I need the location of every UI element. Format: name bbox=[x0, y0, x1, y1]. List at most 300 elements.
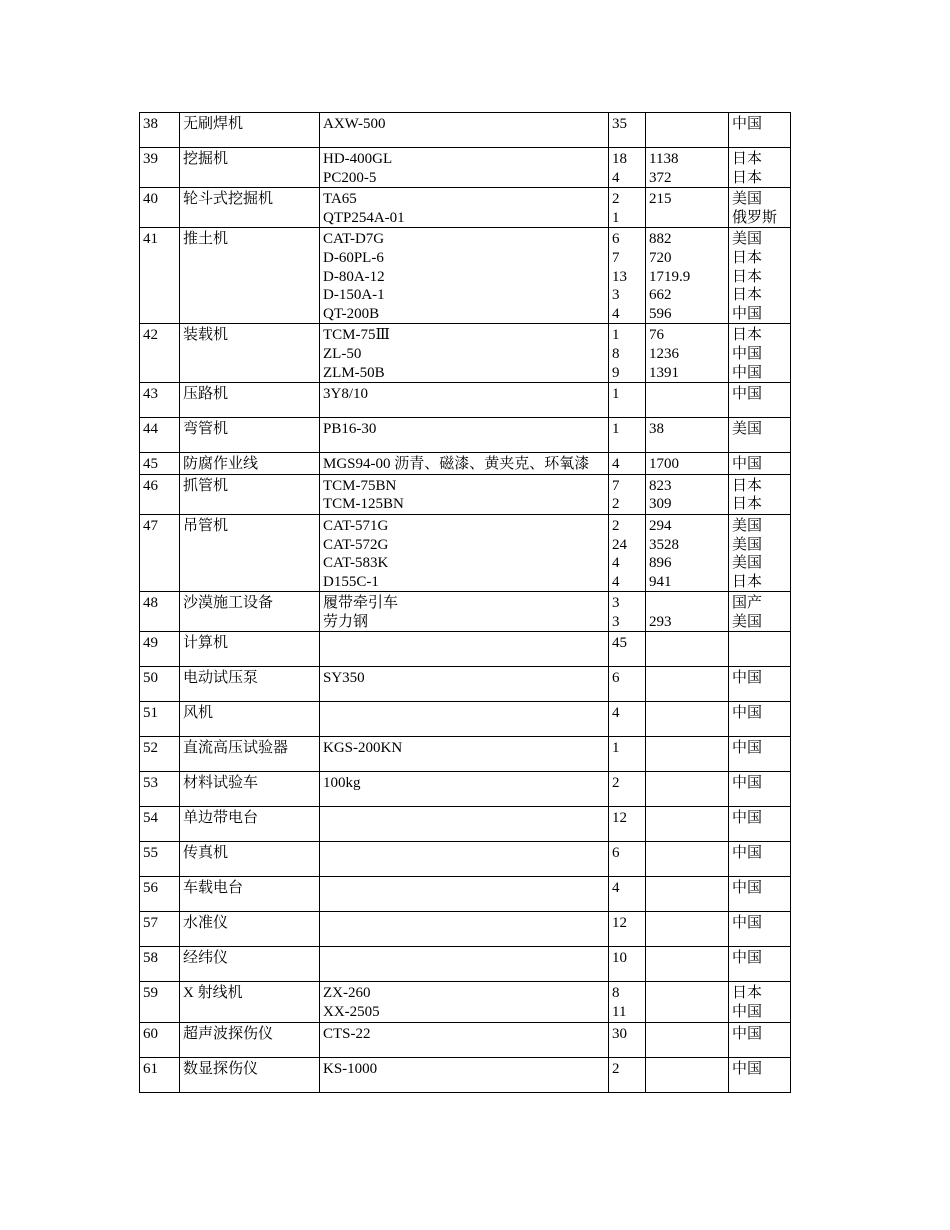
origin-cell-line: 中国 bbox=[732, 880, 763, 897]
row-number-cell: 47 bbox=[140, 514, 180, 591]
power-cell-line: 1719.9 bbox=[649, 268, 691, 285]
model-cell-line: KGS-200KN bbox=[323, 740, 403, 757]
origin-cell-line: 中国 bbox=[732, 364, 763, 381]
row-number-cell: 42 bbox=[140, 324, 180, 383]
model-cell-line: AXW-500 bbox=[323, 116, 386, 132]
model-cell-line: 100kg bbox=[323, 775, 361, 792]
row-number-cell: 50 bbox=[140, 667, 180, 702]
quantity-cell bbox=[609, 842, 646, 877]
equipment-name-cell: 压路机 bbox=[180, 383, 320, 418]
origin-cell-line bbox=[732, 634, 787, 653]
equipment-name-cell: 水准仪 bbox=[180, 912, 320, 947]
model-cell-line: CAT-572G bbox=[323, 536, 389, 553]
model-cell-line: D-80A-12 bbox=[323, 268, 385, 285]
model-cell-line: 履带牵引车 bbox=[323, 595, 399, 612]
quantity-cell bbox=[609, 772, 646, 807]
origin-cell bbox=[729, 592, 791, 632]
power-cell-line: 1700 bbox=[649, 456, 679, 473]
model-cell-line bbox=[323, 809, 605, 828]
model-cell-line: CAT-571G bbox=[323, 517, 389, 534]
origin-cell-line: 中国 bbox=[732, 810, 763, 827]
row-number-cell: 46 bbox=[140, 474, 180, 514]
quantity-cell-line: 1 bbox=[612, 421, 620, 438]
model-cell-line: XX-2505 bbox=[323, 1004, 380, 1021]
origin-cell-line: 中国 bbox=[732, 456, 763, 473]
table-row bbox=[140, 632, 791, 667]
power-cell bbox=[646, 667, 729, 702]
table-row bbox=[140, 418, 791, 453]
power-cell bbox=[646, 324, 729, 383]
table-row bbox=[140, 228, 791, 324]
origin-cell-line: 日本 bbox=[732, 496, 763, 513]
row-number-cell: 45 bbox=[140, 453, 180, 475]
origin-cell-line: 日本 bbox=[732, 151, 763, 167]
equipment-name-cell: 挖掘机 bbox=[180, 148, 320, 188]
model-cell-line: ZL-50 bbox=[323, 345, 362, 362]
power-cell bbox=[646, 188, 729, 228]
power-cell bbox=[646, 877, 729, 912]
power-cell bbox=[646, 947, 729, 982]
quantity-cell-line: 4 bbox=[612, 573, 620, 590]
row-number-cell: 56 bbox=[140, 877, 180, 912]
quantity-cell bbox=[609, 324, 646, 383]
origin-cell-line: 中国 bbox=[732, 1025, 763, 1042]
quantity-cell-line: 3 bbox=[612, 613, 620, 630]
power-cell-line bbox=[649, 1025, 725, 1044]
equipment-name-cell: 沙漠施工设备 bbox=[180, 592, 320, 632]
model-cell bbox=[320, 632, 609, 667]
power-cell-line: 662 bbox=[649, 287, 672, 304]
origin-cell-line: 美国 bbox=[732, 191, 763, 208]
origin-cell-line: 美国 bbox=[732, 231, 763, 248]
equipment-name-cell: 材料试验车 bbox=[180, 772, 320, 807]
equipment-name-cell: 数显探伤仪 bbox=[180, 1057, 320, 1092]
origin-cell bbox=[729, 324, 791, 383]
model-cell bbox=[320, 592, 609, 632]
power-cell-line bbox=[649, 914, 725, 933]
row-number-cell: 40 bbox=[140, 188, 180, 228]
origin-cell bbox=[729, 188, 791, 228]
quantity-cell-line: 2 bbox=[612, 517, 620, 534]
power-cell bbox=[646, 912, 729, 947]
model-cell-line: D-150A-1 bbox=[323, 287, 385, 304]
model-cell bbox=[320, 702, 609, 737]
model-cell bbox=[320, 912, 609, 947]
origin-cell-line: 中国 bbox=[732, 740, 763, 757]
origin-cell-line: 美国 bbox=[732, 536, 763, 553]
table-row bbox=[140, 842, 791, 877]
table-row bbox=[140, 188, 791, 228]
power-cell bbox=[646, 772, 729, 807]
model-cell bbox=[320, 228, 609, 324]
quantity-cell-line: 8 bbox=[612, 985, 620, 1002]
quantity-cell-line: 7 bbox=[612, 477, 620, 494]
origin-cell-line: 中国 bbox=[732, 1060, 763, 1077]
origin-cell-line: 中国 bbox=[732, 915, 763, 932]
table-row bbox=[140, 148, 791, 188]
quantity-cell bbox=[609, 807, 646, 842]
quantity-cell bbox=[609, 912, 646, 947]
model-cell-line: TCM-125BN bbox=[323, 496, 404, 513]
table-row bbox=[140, 383, 791, 418]
quantity-cell-line: 7 bbox=[612, 249, 620, 266]
quantity-cell bbox=[609, 982, 646, 1022]
power-cell bbox=[646, 632, 729, 667]
row-number-cell: 60 bbox=[140, 1022, 180, 1057]
table-row bbox=[140, 982, 791, 1022]
power-cell-line: 3528 bbox=[649, 536, 679, 553]
power-cell-line bbox=[649, 669, 725, 688]
origin-cell-line: 中国 bbox=[732, 775, 763, 792]
power-cell-line bbox=[649, 209, 725, 228]
power-cell bbox=[646, 514, 729, 591]
quantity-cell bbox=[609, 632, 646, 667]
origin-cell bbox=[729, 912, 791, 947]
quantity-cell bbox=[609, 947, 646, 982]
power-cell-line bbox=[649, 809, 725, 828]
model-cell-line: PC200-5 bbox=[323, 169, 377, 186]
equipment-name-cell: 轮斗式挖掘机 bbox=[180, 188, 320, 228]
equipment-name-cell: 车载电台 bbox=[180, 877, 320, 912]
row-number-cell: 61 bbox=[140, 1057, 180, 1092]
equipment-name-cell: 风机 bbox=[180, 702, 320, 737]
quantity-cell bbox=[609, 1022, 646, 1057]
equipment-name-cell: 推土机 bbox=[180, 228, 320, 324]
power-cell-line: 882 bbox=[649, 231, 672, 248]
quantity-cell-line: 12 bbox=[612, 810, 627, 827]
table-body bbox=[140, 113, 791, 1093]
row-number-cell: 49 bbox=[140, 632, 180, 667]
equipment-name-cell: 抓管机 bbox=[180, 474, 320, 514]
table-row bbox=[140, 474, 791, 514]
origin-cell-line: 日本 bbox=[732, 287, 763, 304]
quantity-cell-line: 1 bbox=[612, 209, 620, 226]
power-cell bbox=[646, 1057, 729, 1092]
power-cell-line: 596 bbox=[649, 305, 672, 322]
row-number-cell: 58 bbox=[140, 947, 180, 982]
power-cell-line bbox=[649, 739, 725, 758]
model-cell-line bbox=[323, 879, 605, 898]
equipment-name-cell: 单边带电台 bbox=[180, 807, 320, 842]
quantity-cell-line: 24 bbox=[612, 536, 627, 553]
model-cell bbox=[320, 982, 609, 1022]
table-row bbox=[140, 1057, 791, 1092]
quantity-cell-line: 4 bbox=[612, 555, 620, 572]
model-cell-line: PB16-30 bbox=[323, 421, 377, 438]
power-cell-line: 215 bbox=[649, 191, 672, 208]
origin-cell bbox=[729, 807, 791, 842]
quantity-cell bbox=[609, 383, 646, 418]
power-cell-line bbox=[649, 1060, 725, 1079]
model-cell bbox=[320, 807, 609, 842]
table-row bbox=[140, 453, 791, 475]
quantity-cell-line: 3 bbox=[612, 595, 620, 612]
table-row bbox=[140, 667, 791, 702]
quantity-cell-line: 4 bbox=[612, 305, 620, 322]
origin-cell-line: 日本 bbox=[732, 477, 763, 494]
origin-cell-line: 国产 bbox=[732, 595, 763, 612]
model-cell-line: ZX-260 bbox=[323, 985, 371, 1002]
model-cell-line: D155C-1 bbox=[323, 573, 379, 590]
model-cell-line: MGS94-00 沥青、磁漆、黄夹克、环氧漆 bbox=[323, 456, 590, 473]
quantity-cell-line: 2 bbox=[612, 1060, 620, 1077]
model-cell-line: HD-400GL bbox=[323, 151, 393, 167]
table-row bbox=[140, 1022, 791, 1057]
origin-cell-line: 日本 bbox=[732, 268, 763, 285]
power-cell-line: 372 bbox=[649, 169, 672, 186]
model-cell-line: CAT-583K bbox=[323, 555, 389, 572]
table-row bbox=[140, 912, 791, 947]
origin-cell bbox=[729, 514, 791, 591]
origin-cell bbox=[729, 383, 791, 418]
quantity-cell bbox=[609, 474, 646, 514]
equipment-name-cell: 超声波探伤仪 bbox=[180, 1022, 320, 1057]
origin-cell bbox=[729, 113, 791, 148]
power-cell-line bbox=[649, 594, 725, 613]
model-cell bbox=[320, 418, 609, 453]
quantity-cell-line: 6 bbox=[612, 231, 620, 248]
quantity-cell bbox=[609, 418, 646, 453]
origin-cell bbox=[729, 737, 791, 772]
quantity-cell-line: 11 bbox=[612, 1004, 627, 1021]
power-cell bbox=[646, 474, 729, 514]
table-row bbox=[140, 772, 791, 807]
origin-cell bbox=[729, 1057, 791, 1092]
quantity-cell-line: 35 bbox=[612, 116, 627, 132]
power-cell-line bbox=[649, 1003, 725, 1022]
model-cell bbox=[320, 324, 609, 383]
equipment-name-cell: 电动试压泵 bbox=[180, 667, 320, 702]
row-number-cell: 52 bbox=[140, 737, 180, 772]
row-number-cell: 51 bbox=[140, 702, 180, 737]
model-cell-line bbox=[323, 914, 605, 933]
power-cell-line: 309 bbox=[649, 496, 672, 513]
equipment-name-cell: 弯管机 bbox=[180, 418, 320, 453]
quantity-cell bbox=[609, 514, 646, 591]
origin-cell bbox=[729, 474, 791, 514]
equipment-name-cell: 计算机 bbox=[180, 632, 320, 667]
model-cell-line bbox=[323, 844, 605, 863]
table-row bbox=[140, 947, 791, 982]
row-number-cell: 54 bbox=[140, 807, 180, 842]
origin-cell-line: 中国 bbox=[732, 1004, 763, 1021]
row-number-cell: 55 bbox=[140, 842, 180, 877]
quantity-cell bbox=[609, 737, 646, 772]
model-cell-line: TCM-75Ⅲ bbox=[323, 327, 390, 344]
quantity-cell bbox=[609, 702, 646, 737]
origin-cell-line: 中国 bbox=[732, 116, 763, 132]
quantity-cell-line: 4 bbox=[612, 880, 620, 897]
table-row bbox=[140, 877, 791, 912]
quantity-cell-line: 9 bbox=[612, 364, 620, 381]
power-cell-line bbox=[649, 385, 725, 404]
origin-cell-line: 俄罗斯 bbox=[732, 209, 778, 226]
power-cell bbox=[646, 148, 729, 188]
origin-cell bbox=[729, 842, 791, 877]
quantity-cell-line: 6 bbox=[612, 670, 620, 687]
origin-cell-line: 中国 bbox=[732, 670, 763, 687]
power-cell-line: 76 bbox=[649, 327, 664, 344]
equipment-table bbox=[139, 112, 791, 1093]
model-cell bbox=[320, 1057, 609, 1092]
quantity-cell bbox=[609, 592, 646, 632]
power-cell-line bbox=[649, 115, 725, 134]
quantity-cell bbox=[609, 228, 646, 324]
power-cell bbox=[646, 807, 729, 842]
origin-cell bbox=[729, 702, 791, 737]
model-cell bbox=[320, 667, 609, 702]
power-cell-line: 38 bbox=[649, 421, 664, 438]
quantity-cell bbox=[609, 1057, 646, 1092]
origin-cell-line: 日本 bbox=[732, 327, 763, 344]
origin-cell-line: 美国 bbox=[732, 421, 763, 438]
row-number-cell: 38 bbox=[140, 113, 180, 148]
power-cell-line bbox=[649, 879, 725, 898]
power-cell bbox=[646, 383, 729, 418]
power-cell-line bbox=[649, 774, 725, 793]
power-cell bbox=[646, 737, 729, 772]
origin-cell bbox=[729, 667, 791, 702]
model-cell-line bbox=[323, 634, 605, 653]
quantity-cell bbox=[609, 667, 646, 702]
quantity-cell-line: 13 bbox=[612, 268, 627, 285]
origin-cell-line: 美国 bbox=[732, 613, 763, 630]
model-cell-line: QTP254A-01 bbox=[323, 209, 405, 226]
quantity-cell-line: 3 bbox=[612, 287, 620, 304]
power-cell bbox=[646, 842, 729, 877]
row-number-cell: 41 bbox=[140, 228, 180, 324]
origin-cell bbox=[729, 418, 791, 453]
origin-cell bbox=[729, 632, 791, 667]
quantity-cell-line: 1 bbox=[612, 740, 620, 757]
power-cell bbox=[646, 453, 729, 475]
power-cell-line bbox=[649, 984, 725, 1003]
power-cell-line: 823 bbox=[649, 477, 672, 494]
model-cell bbox=[320, 188, 609, 228]
power-cell bbox=[646, 228, 729, 324]
quantity-cell-line: 12 bbox=[612, 915, 627, 932]
table-row bbox=[140, 324, 791, 383]
power-cell-line: 1391 bbox=[649, 364, 679, 381]
quantity-cell-line: 8 bbox=[612, 345, 620, 362]
power-cell bbox=[646, 418, 729, 453]
model-cell-line: KS-1000 bbox=[323, 1060, 378, 1077]
quantity-cell-line: 1 bbox=[612, 327, 620, 344]
model-cell bbox=[320, 113, 609, 148]
origin-cell-line: 日本 bbox=[732, 985, 763, 1002]
origin-cell-line: 中国 bbox=[732, 345, 763, 362]
model-cell-line bbox=[323, 949, 605, 968]
power-cell-line: 294 bbox=[649, 517, 672, 534]
power-cell-line: 720 bbox=[649, 249, 672, 266]
table-row bbox=[140, 807, 791, 842]
model-cell bbox=[320, 453, 609, 475]
origin-cell-line: 美国 bbox=[732, 517, 763, 534]
origin-cell-line: 日本 bbox=[732, 169, 763, 186]
power-cell-line: 896 bbox=[649, 555, 672, 572]
origin-cell-line: 美国 bbox=[732, 555, 763, 572]
quantity-cell-line: 4 bbox=[612, 456, 620, 473]
power-cell bbox=[646, 702, 729, 737]
model-cell-line: TCM-75BN bbox=[323, 477, 397, 494]
model-cell-line: SY350 bbox=[323, 670, 365, 687]
quantity-cell bbox=[609, 453, 646, 475]
origin-cell bbox=[729, 228, 791, 324]
quantity-cell-line: 4 bbox=[612, 705, 620, 722]
quantity-cell-line: 10 bbox=[612, 950, 627, 967]
origin-cell-line: 中国 bbox=[732, 305, 763, 322]
power-cell-line: 293 bbox=[649, 613, 672, 630]
power-cell bbox=[646, 113, 729, 148]
power-cell-line bbox=[649, 949, 725, 968]
power-cell-line bbox=[649, 844, 725, 863]
table-row bbox=[140, 113, 791, 148]
origin-cell-line: 中国 bbox=[732, 705, 763, 722]
power-cell-line bbox=[649, 704, 725, 723]
model-cell bbox=[320, 947, 609, 982]
model-cell-line: 3Y8/10 bbox=[323, 386, 368, 403]
model-cell-line: 劳力钢 bbox=[323, 613, 369, 630]
quantity-cell-line: 6 bbox=[612, 845, 620, 862]
model-cell bbox=[320, 1022, 609, 1057]
power-cell-line: 1236 bbox=[649, 345, 679, 362]
row-number-cell: 53 bbox=[140, 772, 180, 807]
quantity-cell-line: 30 bbox=[612, 1025, 627, 1042]
power-cell-line: 941 bbox=[649, 573, 672, 590]
quantity-cell-line: 45 bbox=[612, 635, 627, 652]
power-cell-line bbox=[649, 634, 725, 653]
table-row bbox=[140, 514, 791, 591]
equipment-name-cell: 经纬仪 bbox=[180, 947, 320, 982]
origin-cell bbox=[729, 453, 791, 475]
model-cell-line: CTS-22 bbox=[323, 1025, 371, 1042]
quantity-cell-line: 2 bbox=[612, 775, 620, 792]
origin-cell-line: 中国 bbox=[732, 950, 763, 967]
power-cell bbox=[646, 592, 729, 632]
quantity-cell bbox=[609, 877, 646, 912]
power-cell bbox=[646, 982, 729, 1022]
origin-cell-line: 日本 bbox=[732, 573, 763, 590]
quantity-cell bbox=[609, 188, 646, 228]
model-cell-line: QT-200B bbox=[323, 305, 380, 322]
model-cell-line: D-60PL-6 bbox=[323, 249, 384, 266]
origin-cell bbox=[729, 982, 791, 1022]
row-number-cell: 43 bbox=[140, 383, 180, 418]
equipment-name-cell: 装载机 bbox=[180, 324, 320, 383]
quantity-cell bbox=[609, 148, 646, 188]
origin-cell bbox=[729, 947, 791, 982]
quantity-cell-line: 1 bbox=[612, 386, 620, 403]
quantity-cell-line: 2 bbox=[612, 191, 620, 208]
origin-cell-line: 中国 bbox=[732, 845, 763, 862]
origin-cell bbox=[729, 148, 791, 188]
equipment-name-cell: 无刷焊机 bbox=[180, 113, 320, 148]
model-cell-line: TA65 bbox=[323, 191, 357, 208]
power-cell bbox=[646, 1022, 729, 1057]
row-number-cell: 39 bbox=[140, 148, 180, 188]
model-cell bbox=[320, 383, 609, 418]
equipment-name-cell: 直流高压试验器 bbox=[180, 737, 320, 772]
table-row bbox=[140, 737, 791, 772]
model-cell bbox=[320, 772, 609, 807]
model-cell bbox=[320, 877, 609, 912]
origin-cell-line: 日本 bbox=[732, 249, 763, 266]
table-row bbox=[140, 702, 791, 737]
quantity-cell-line: 18 bbox=[612, 151, 627, 167]
equipment-name-cell: 传真机 bbox=[180, 842, 320, 877]
row-number-cell: 44 bbox=[140, 418, 180, 453]
quantity-cell-line: 2 bbox=[612, 496, 620, 513]
